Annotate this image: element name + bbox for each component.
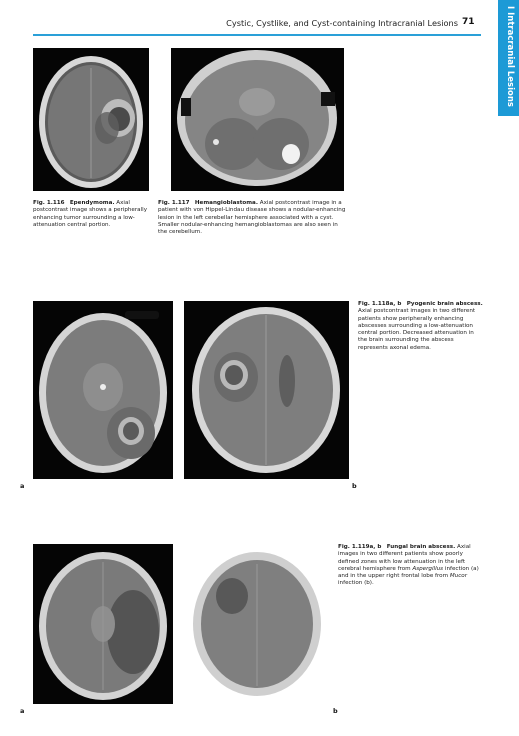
fig-119-organism-2: Mucor [449, 573, 468, 580]
fig-118-title: Pyogenic brain abscess. [406, 301, 483, 307]
ct-scan-hemangioblastoma [171, 48, 344, 191]
fig-118-caption [358, 301, 484, 352]
fig-119-caption [338, 544, 484, 588]
fig-117-title: Hemangioblastoma. [194, 200, 258, 206]
fig-116-label: Fig. 1.116 [33, 200, 65, 206]
fig-116-caption [33, 200, 151, 229]
header-rule [33, 34, 481, 36]
fig-119-title: Fungal brain abscess. [386, 544, 456, 550]
chapter-side-tab-label: I Intracranial Lesions [505, 6, 515, 107]
fig-119-text-2: infection (a) and in the upper right frontal lobe from [338, 565, 479, 580]
fig-118-panel-b-label: b [352, 482, 357, 490]
fig-117-text: Axial postcontrast image in a patient with von Hippel-Lindau disease shows a nodular-enhancing lesion in the left cerebellar hemisphere associated with a cyst. Smaller nodular-enhancing hemangioblastomas are also seen in the cerebellum. [158, 200, 346, 236]
fig-119-panel-b-label: b [333, 707, 338, 715]
ct-scan-fungal-abscess-a [33, 544, 173, 704]
fig-118-label: Fig. 1.118a, b [358, 301, 402, 307]
fig-117-caption [158, 200, 348, 236]
fig-118a-image [33, 301, 173, 479]
fig-119a-image [33, 544, 173, 704]
fig-116-text: Axial postcontrast image shows a peripherally enhancing tumor surrounding a low-attenuation central portion. [33, 200, 148, 228]
fig-119-panel-a-label: a [20, 707, 25, 715]
page-number: 71 [462, 17, 475, 27]
ct-scan-pyogenic-abscess-a [33, 301, 173, 479]
ct-scan-ependymoma [33, 48, 149, 191]
fig-119-text-3: infection (b). [338, 580, 374, 587]
fig-116-title: Ependymoma. [69, 200, 115, 206]
fig-119b-image [184, 544, 330, 704]
running-title: Cystic, Cystlike, and Cyst-containing Intracranial Lesions [226, 18, 458, 28]
ct-scan-pyogenic-abscess-b [184, 301, 349, 479]
fig-117-label: Fig. 1.117 [158, 200, 190, 206]
fig-118b-image [184, 301, 349, 479]
fig-116-image [33, 48, 149, 191]
fig-119-organism-1: Aspergillus [412, 565, 444, 572]
fig-117-image [171, 48, 344, 191]
ct-scan-fungal-abscess-b [184, 544, 330, 704]
fig-118-panel-a-label: a [20, 482, 25, 490]
fig-119-label: Fig. 1.119a, b [338, 544, 382, 550]
fig-118-text: Axial postcontrast images in two different patients show peripherally enhancing abscesses surrounding a low-attenuation central portion. Decreased attenuation in the brain surrounding the abscess represents axonal edema. [358, 308, 476, 351]
chapter-side-tab [498, 0, 519, 116]
fig-119-text-1: Axial images in two different patients show poorly defined zones with low attenuation in the left cerebral hemisphere from [338, 544, 471, 572]
